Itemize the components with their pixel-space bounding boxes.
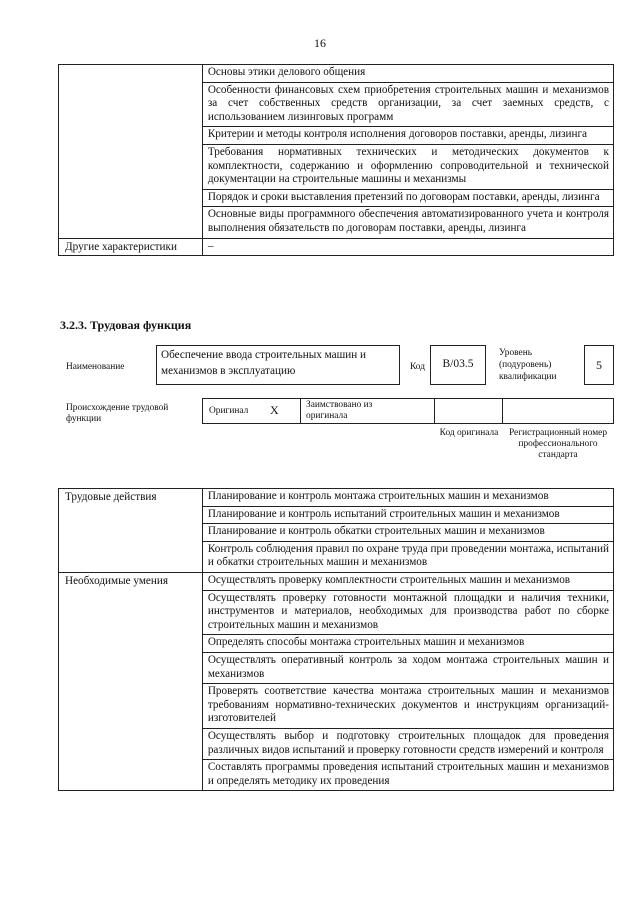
table-row — [59, 238, 614, 256]
row-item: Особенности финансовых схем приобретения строительных машин и механизмов за счет собственных средств организации, за счет заемных средств, с использованием лизинговых программ — [202, 82, 613, 127]
original-mark: X — [270, 403, 279, 417]
code-cell-divider — [434, 398, 435, 424]
level-value: 5 — [596, 358, 602, 372]
original-mark-divider — [300, 398, 301, 424]
row-item: Планирование и контроль испытаний строительных машин и механизмов — [202, 506, 613, 524]
row-item: Осуществлять проверку комплектности строительных машин и механизмов — [202, 572, 613, 590]
row-item: – — [202, 238, 613, 256]
level-label: Уровень (подуровень) квалификации — [499, 348, 557, 382]
row-item: Основные виды программного обеспечения автоматизированного учета и контроля выполнения обязательств по договорам поставки, аренды, лизинга — [202, 207, 613, 238]
knowledge-table — [58, 64, 614, 256]
borrowed-label: Заимствовано из оригинала — [306, 400, 373, 421]
code-label: Код — [410, 362, 425, 372]
function-name: Обеспечение ввода строительных машин и механизмов в эксплуатацию — [161, 349, 366, 377]
row-item: Проверять соответствие качества монтажа строительных машин и механизмов требованиям нормативно-технических документов и инструкциям организаций-изготовителей — [202, 684, 613, 729]
reg-caption: Регистрационный номер профессионального стандарта — [508, 428, 608, 460]
page-number: 16 — [314, 36, 326, 50]
table-row — [59, 489, 614, 507]
row-item: Планирование и контроль монтажа строительных машин и механизмов — [202, 489, 613, 507]
row-item: Контроль соблюдения правил по охране труда при проведении монтажа, испытаний и обкатки строительных машин и механизмов — [202, 541, 613, 572]
actions-skills-table — [58, 488, 614, 791]
row-item: Основы этики делового общения — [202, 65, 613, 83]
code-caption: Код оригинала — [439, 428, 499, 438]
section-heading: 3.2.3. Трудовая функция — [60, 318, 192, 332]
row-item: Планирование и контроль обкатки строительных машин и механизмов — [202, 524, 613, 542]
table-row — [59, 65, 614, 83]
row-item: Требования нормативных технических и методических документов к комплектности, содержанию и оформлению сопроводительной и технической документации на строительные машины и механизмы — [202, 144, 613, 189]
row-item: Составлять программы проведения испытаний строительных машин и механизмов и определять методику их проведения — [202, 760, 613, 791]
row-item: Осуществлять выбор и подготовку строительных площадок для проведения различных видов испытаний и проверку готовности средств измерений и контроля — [202, 728, 613, 759]
row-label — [59, 65, 203, 239]
row-item: Критерии и методы контроля исполнения договоров поставки, аренды, лизинга — [202, 127, 613, 145]
table-row — [59, 572, 614, 590]
row-item: Осуществлять проверку готовности монтажной площадки и наличия техники, инструментов и материалов, необходимых для производства работ по сборке строительных машин и механизмов — [202, 590, 613, 635]
original-label: Оригинал — [209, 406, 249, 416]
origin-label: Происхождение трудовой функции — [66, 403, 169, 424]
name-label: Наименование — [66, 362, 125, 372]
row-item: Порядок и сроки выставления претензий по договорам поставки, аренды, лизинга — [202, 189, 613, 207]
reg-cell-divider — [502, 398, 503, 424]
code-value: B/03.5 — [442, 358, 474, 370]
row-label: Трудовые действия — [59, 489, 203, 573]
row-label: Необходимые умения — [59, 572, 203, 790]
row-label: Другие характеристики — [59, 238, 203, 256]
row-item: Осуществлять оперативный контроль за ходом монтажа строительных машин и механизмов — [202, 652, 613, 683]
row-item: Определять способы монтажа строительных машин и механизмов — [202, 635, 613, 653]
